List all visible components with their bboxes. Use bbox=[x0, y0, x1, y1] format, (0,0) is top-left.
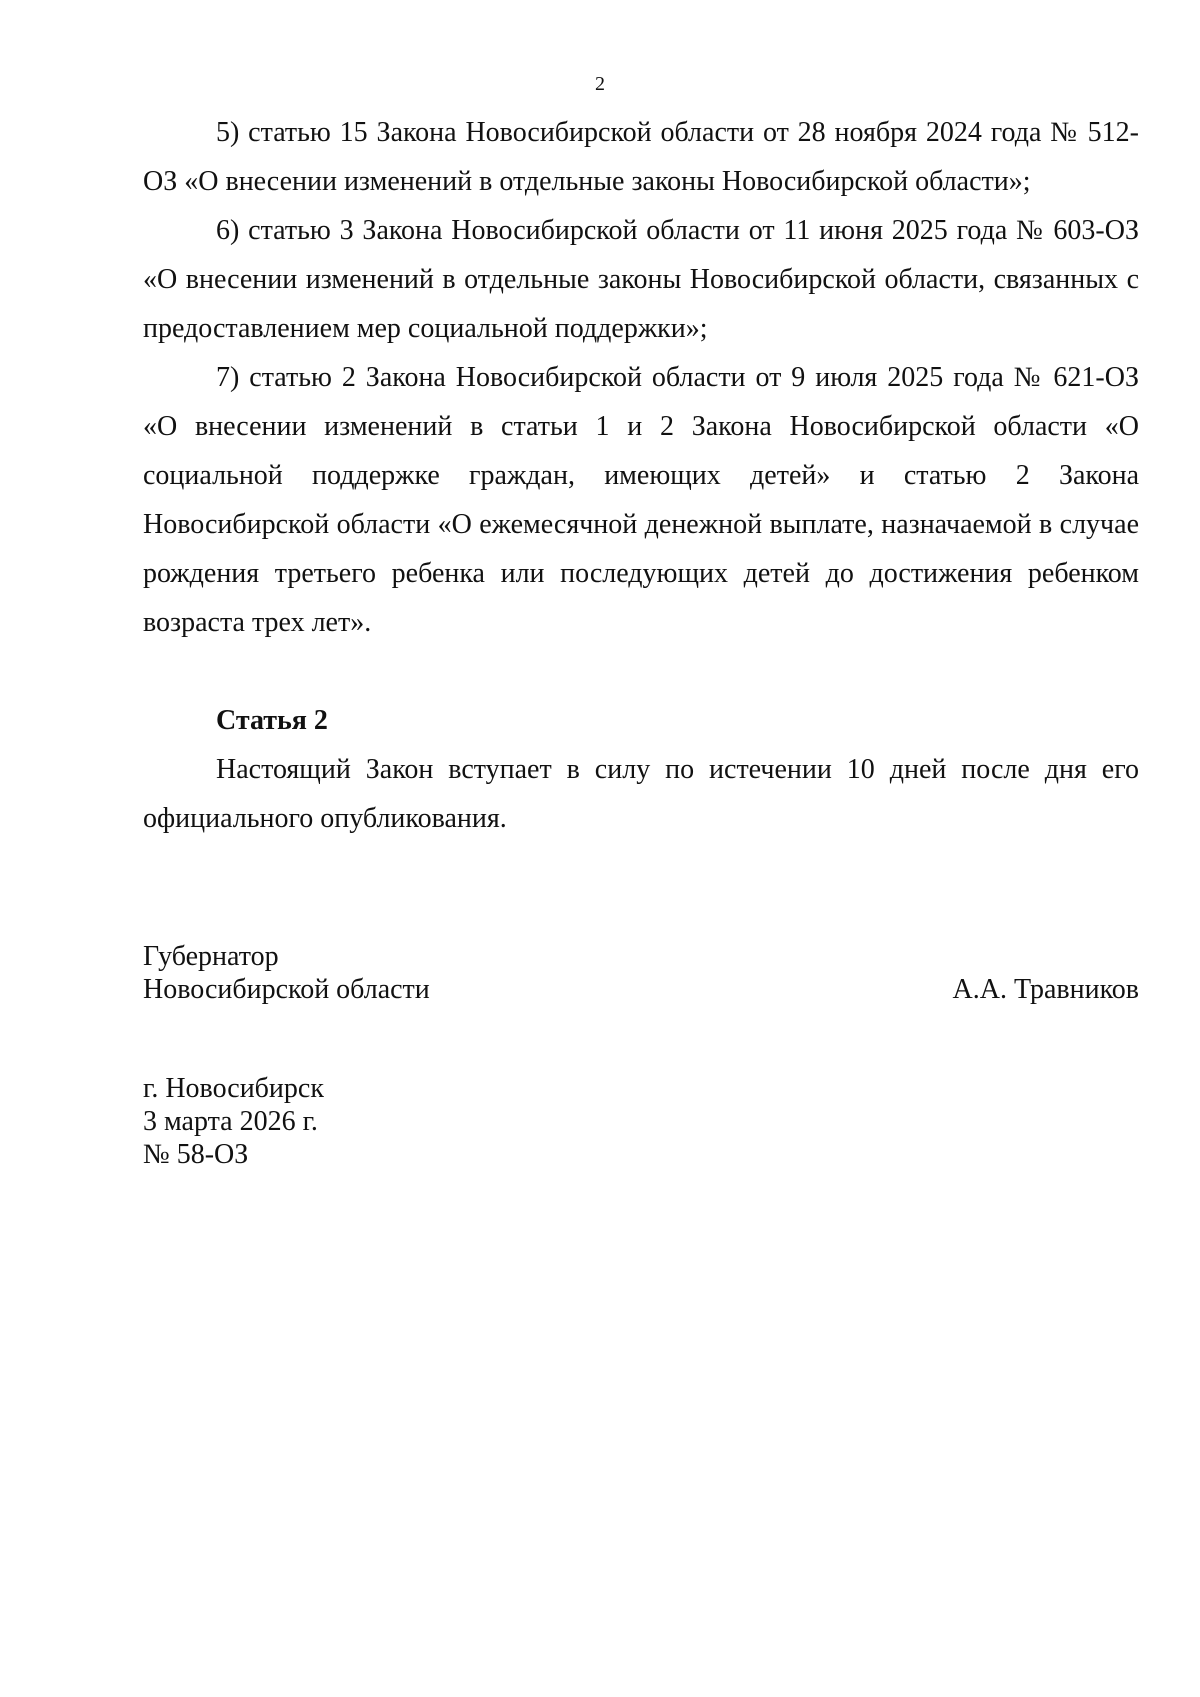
date: 3 марта 2026 г. bbox=[143, 1106, 318, 1137]
city: г. Новосибирск bbox=[143, 1073, 324, 1104]
list-item-5: 5) статью 15 Закона Новосибирской области от 28 ноября 2024 года № 512-ОЗ «О внесении изменений в отдельные законы Новосибирской области»; bbox=[143, 117, 1139, 197]
position-line-2: Новосибирской области bbox=[143, 974, 430, 1005]
article-2-text: Настоящий Закон вступает в силу по истечении 10 дней после дня его официального опубликования. bbox=[143, 754, 1139, 834]
document-body bbox=[143, 108, 1139, 843]
place-date-number bbox=[143, 1072, 324, 1171]
list-item-6: 6) статью 3 Закона Новосибирской области от 11 июня 2025 года № 603-ОЗ «О внесении изменений в отдельные законы Новосибирской области, связанных с предоставлением мер социальной поддержки»; bbox=[143, 215, 1139, 344]
position-line-1: Губернатор bbox=[143, 941, 279, 972]
list-item-7: 7) статью 2 Закона Новосибирской области от 9 июля 2025 года № 621-ОЗ «О внесении изменений в статьи 1 и 2 Закона Новосибирской области «О социальной поддержке граждан, имеющих детей» и статью 2 Закона Новосибирской области «О ежемесячной денежной выплате, назначаемой в случае рождения третьего ребенка или последующих детей до достижения ребенком возраста трех лет». bbox=[143, 362, 1139, 638]
law-number: № 58-ОЗ bbox=[143, 1139, 249, 1170]
signatory-name: А.А. Травников bbox=[952, 974, 1139, 1005]
signatory-position bbox=[143, 940, 430, 1006]
page-number: 2 bbox=[595, 73, 605, 95]
article-2-heading: Статья 2 bbox=[216, 705, 328, 736]
signature-block bbox=[143, 940, 1139, 1006]
